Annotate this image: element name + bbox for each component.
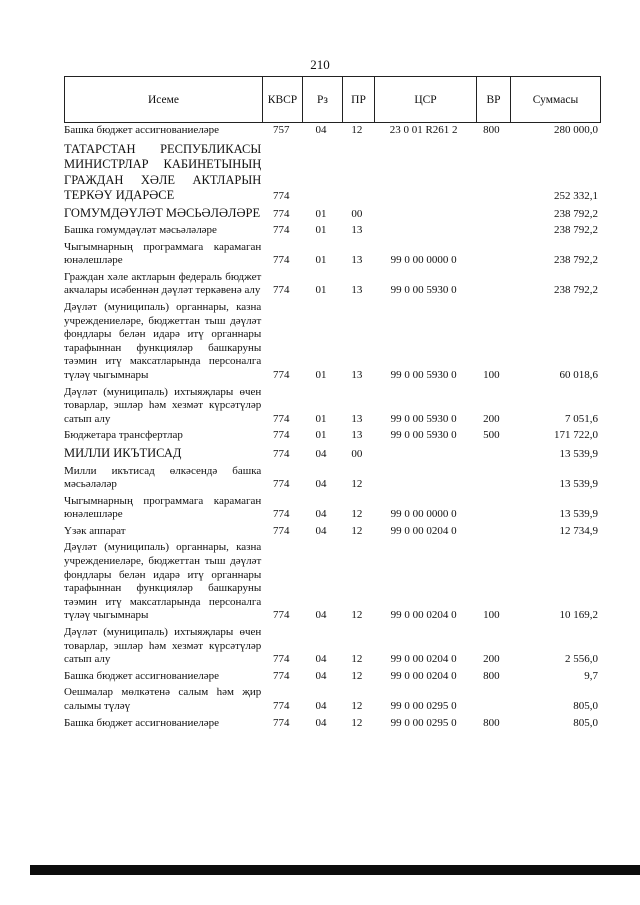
row-pr: 13 <box>351 369 363 382</box>
row-rz: 04 <box>315 524 327 537</box>
header-vr: ВР <box>477 77 511 123</box>
table-row <box>64 271 600 298</box>
row-kvsr: 774 <box>272 609 290 622</box>
row-vr: 800 <box>483 124 500 136</box>
row-sum: 12 734,9 <box>559 524 598 537</box>
row-sum: 9,7 <box>584 669 598 682</box>
row-sum: 252 332,1 <box>554 190 598 202</box>
row-pr: 00 <box>351 207 363 220</box>
row-name: ГОМУМДӘҮЛӘТ МӘСЬӘЛӘЛӘРЕ <box>64 205 261 220</box>
row-vr: 800 <box>483 669 500 682</box>
row-kvsr: 774 <box>272 478 290 491</box>
table-row <box>64 124 600 138</box>
row-rz: 01 <box>315 369 327 382</box>
row-kvsr: 774 <box>272 429 290 442</box>
row-pr: 13 <box>351 284 363 297</box>
row-rz: 01 <box>315 207 327 220</box>
table-row <box>64 525 600 539</box>
row-pr: 12 <box>351 669 363 682</box>
row-vr: 100 <box>483 369 500 382</box>
row-csr: 99 0 00 5930 0 <box>390 369 457 382</box>
row-vr: 500 <box>483 429 500 442</box>
row-rz: 04 <box>315 669 327 682</box>
row-name: Бюджетара трансфертлар <box>64 429 183 442</box>
table-row <box>64 386 600 427</box>
row-sum: 60 018,6 <box>559 369 598 382</box>
row-pr: 13 <box>351 429 363 442</box>
row-kvsr: 774 <box>272 284 290 297</box>
row-pr: 12 <box>351 700 363 712</box>
row-csr: 99 0 00 5930 0 <box>390 284 457 297</box>
row-name: Дәүләт (муниципаль) органнары, казна учреждениеләре, бюджеттан тыш дәүләт фондлары белән идарә итү органнары тарафыннан функцияләр башкаруны тәэмин итү максатларында персоналга түләү чыгымнары <box>64 541 262 622</box>
row-name: МИЛЛИ ИКЪТИСАД <box>64 446 182 460</box>
row-vr: 100 <box>483 609 500 622</box>
row-pr: 12 <box>351 609 363 622</box>
row-kvsr: 774 <box>272 716 290 729</box>
row-vr: 800 <box>483 716 500 729</box>
row-rz: 01 <box>315 284 327 297</box>
table-row <box>64 717 600 731</box>
row-kvsr: 774 <box>272 369 290 382</box>
page-number: 210 <box>310 57 330 72</box>
row-rz: 04 <box>315 609 327 622</box>
row-csr: 99 0 00 0204 0 <box>390 609 457 622</box>
row-kvsr: 774 <box>272 653 290 666</box>
row-pr: 12 <box>351 508 363 521</box>
row-sum: 13 539,9 <box>559 478 598 491</box>
table-row <box>64 686 600 713</box>
row-name: Дәүләт (муниципаль) органнары, казна учреждениеләре, бюджеттан тыш дәүләт фондлары белән идарә итү органнары тарафыннан функцияләр башкаруны тәэмин итү максатларында персоналга түләү чыгымнары <box>64 301 262 382</box>
row-pr: 12 <box>351 653 363 666</box>
row-name: Башка бюджет ассигнованиеләре <box>64 716 219 729</box>
row-name: Чыгымнарның программага карамаган юнәлешләре <box>64 494 262 521</box>
row-csr: 99 0 00 5930 0 <box>390 412 457 425</box>
row-sum: 238 792,2 <box>554 254 598 267</box>
row-rz: 04 <box>315 478 327 491</box>
header-kvsr: КВСР <box>263 77 303 123</box>
row-name: Оешмалар мөлкәтенә салым һәм җир салымы түләү <box>64 686 262 712</box>
row-csr: 99 0 00 0204 0 <box>390 669 457 682</box>
row-kvsr: 774 <box>272 190 290 202</box>
page-bottom-bar <box>30 865 640 875</box>
row-csr: 99 0 00 0000 0 <box>390 254 457 267</box>
row-name: Чыгымнарның программага карамаган юнәлешләре <box>64 240 262 267</box>
row-sum: 2 556,0 <box>565 653 598 666</box>
header-rz: Рз <box>303 77 343 123</box>
row-pr: 13 <box>351 254 363 267</box>
row-pr: 12 <box>351 524 363 537</box>
row-sum: 280 000,0 <box>554 124 598 136</box>
row-pr: 12 <box>351 124 363 136</box>
row-name: Башка гомумдәүләт мәсьәләләре <box>64 224 217 237</box>
table-row <box>64 541 600 623</box>
row-name: Дәүләт (муниципаль) ихтыяҗлары өчен товарлар, эшләр һәм хезмәт күрсәтүләр сатып алу <box>64 385 262 425</box>
row-name: Башка бюджет ассигнованиеләре <box>64 124 219 136</box>
row-csr: 99 0 00 5930 0 <box>390 429 457 442</box>
row-name: Үзәк аппарат <box>64 524 126 537</box>
table-header <box>64 76 601 123</box>
row-csr: 99 0 00 0000 0 <box>390 508 457 521</box>
row-kvsr: 774 <box>272 412 290 425</box>
row-vr: 200 <box>483 412 500 425</box>
header-csr: ЦСР <box>375 77 477 123</box>
row-rz: 01 <box>315 224 327 237</box>
row-kvsr: 774 <box>272 700 290 712</box>
table-row <box>64 446 600 462</box>
row-pr: 13 <box>351 412 363 425</box>
row-csr: 99 0 00 0295 0 <box>390 716 457 729</box>
row-rz: 04 <box>315 716 327 729</box>
row-kvsr: 774 <box>272 669 290 682</box>
table-row <box>64 429 600 443</box>
table-row <box>64 224 600 238</box>
row-rz: 01 <box>315 254 327 267</box>
row-sum: 238 792,2 <box>554 207 598 220</box>
row-csr: 99 0 00 0204 0 <box>390 653 457 666</box>
row-name: Милли икътисад өлкәсендә башка мәсьәләләр <box>64 464 262 491</box>
row-name: Башка бюджет ассигнованиеләре <box>64 669 219 682</box>
row-vr: 200 <box>483 653 500 666</box>
row-sum: 10 169,2 <box>559 609 598 622</box>
table-row <box>64 142 600 204</box>
table-row <box>64 241 600 268</box>
row-csr: 99 0 00 0295 0 <box>390 700 457 712</box>
row-rz: 04 <box>315 447 327 460</box>
row-kvsr: 774 <box>272 524 290 537</box>
row-kvsr: 774 <box>272 207 290 220</box>
row-pr: 00 <box>351 447 363 460</box>
row-rz: 04 <box>315 508 327 521</box>
row-kvsr: 774 <box>272 254 290 267</box>
row-rz: 04 <box>315 653 327 666</box>
table-body <box>64 121 600 730</box>
table-row <box>64 626 600 667</box>
row-name: ТАТАРСТАН РЕСПУБЛИКАСЫ МИНИСТРЛАР КАБИНЕТЫНЫҢ ГРАЖДАН ХӘЛЕ АКТЛАРЫН ТЕРКӘҮ ИДАРӘСЕ <box>64 141 262 203</box>
row-csr: 99 0 00 0204 0 <box>390 524 457 537</box>
header-pr: ПР <box>343 77 375 123</box>
table-row <box>64 670 600 684</box>
row-rz: 01 <box>315 412 327 425</box>
row-kvsr: 774 <box>272 508 290 521</box>
table-row <box>64 206 600 222</box>
row-pr: 13 <box>351 224 363 237</box>
table-row <box>64 301 600 383</box>
row-sum: 171 722,0 <box>554 429 598 442</box>
table-row <box>64 495 600 522</box>
header-sum: Суммасы <box>511 77 601 123</box>
header-name: Исеме <box>65 77 263 123</box>
row-rz: 04 <box>315 700 327 712</box>
table-row <box>64 465 600 492</box>
row-kvsr: 774 <box>272 224 290 237</box>
row-name: Граждан хәле актларын федераль бюджет акчалары исәбеннән дәүләт теркәвенә алу <box>64 270 262 297</box>
row-pr: 12 <box>351 478 363 491</box>
row-sum: 238 792,2 <box>554 224 598 237</box>
row-sum: 805,0 <box>573 716 598 729</box>
row-kvsr: 774 <box>272 447 290 460</box>
row-kvsr: 757 <box>272 124 290 136</box>
row-rz: 04 <box>315 124 327 136</box>
row-pr: 12 <box>351 716 363 729</box>
row-sum: 13 539,9 <box>559 508 598 521</box>
row-sum: 13 539,9 <box>559 447 598 460</box>
row-sum: 805,0 <box>573 700 598 712</box>
row-name: Дәүләт (муниципаль) ихтыяҗлары өчен товарлар, эшләр һәм хезмәт күрсәтүләр сатып алу <box>64 626 262 666</box>
row-sum: 7 051,6 <box>565 412 598 425</box>
row-sum: 238 792,2 <box>554 284 598 297</box>
row-rz: 01 <box>315 429 327 442</box>
row-csr: 23 0 01 R261 2 <box>389 124 458 136</box>
